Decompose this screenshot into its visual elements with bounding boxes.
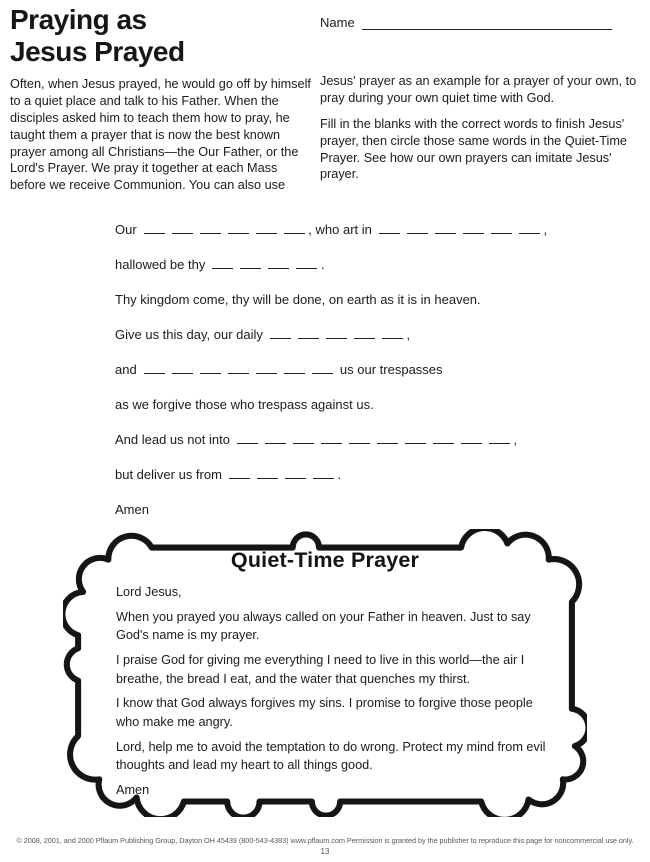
- prayer-text: Our: [115, 222, 141, 237]
- answer-blank[interactable]: [285, 467, 306, 479]
- quiet-time-paragraph: Lord Jesus,: [116, 585, 182, 599]
- prayer-text: hallowed be thy: [115, 257, 209, 272]
- prayer-text: , who art in: [308, 222, 376, 237]
- answer-blank[interactable]: [256, 222, 277, 234]
- prayer-text: And lead us not into: [115, 432, 234, 447]
- name-label: Name: [320, 15, 355, 30]
- quiet-time-prayer-title: Quiet-Time Prayer: [230, 548, 420, 572]
- answer-blank[interactable]: [256, 362, 277, 374]
- answer-blank[interactable]: [489, 432, 510, 444]
- answer-blank[interactable]: [265, 432, 286, 444]
- quiet-time-paragraph: Amen: [116, 783, 150, 798]
- prayer-text: as we forgive those who trespass against us.: [115, 397, 374, 412]
- answer-blank[interactable]: [293, 432, 314, 444]
- answer-blank[interactable]: [407, 222, 428, 234]
- prayer-line: [115, 362, 560, 377]
- answer-blank[interactable]: [382, 327, 403, 339]
- prayer-text: Thy kingdom come, thy will be done, on earth as it is in heaven.: [115, 292, 481, 307]
- answer-blank[interactable]: [313, 467, 334, 479]
- answer-blank[interactable]: [321, 432, 342, 444]
- name-input-line[interactable]: [362, 15, 612, 30]
- lords-prayer-fill-in: [115, 222, 560, 537]
- answer-blank[interactable]: [377, 432, 398, 444]
- answer-blank[interactable]: [268, 257, 289, 269]
- answer-blank[interactable]: [172, 222, 193, 234]
- answer-blank[interactable]: [270, 327, 291, 339]
- prayer-text: us our trespasses: [336, 362, 443, 377]
- answer-blank[interactable]: [257, 467, 278, 479]
- name-field-row: [320, 15, 612, 30]
- answer-blank[interactable]: [433, 432, 454, 444]
- answer-blank[interactable]: [349, 432, 370, 444]
- answer-blank[interactable]: [463, 222, 484, 234]
- prayer-line: [115, 502, 560, 517]
- answer-blank[interactable]: [354, 327, 375, 339]
- answer-blank[interactable]: [144, 362, 165, 374]
- answer-blank[interactable]: [284, 362, 305, 374]
- page-title-line1: Praying as: [10, 4, 147, 35]
- prayer-line: [115, 292, 560, 307]
- quiet-time-paragraph: I know that God always forgives my sins. I promise to forgive those people who make me angry.: [116, 696, 533, 730]
- quiet-time-paragraph: Lord, help me to avoid the temptation to do wrong. Protect my mind from evil thoughts and lead my heart to all things good.: [116, 739, 546, 773]
- page-title-line2: Jesus Prayed: [10, 35, 185, 67]
- answer-blank[interactable]: [405, 432, 426, 444]
- prayer-text: ,: [406, 327, 411, 342]
- answer-blank[interactable]: [172, 362, 193, 374]
- quiet-time-paragraph: When you prayed you always called on your Father in heaven. Just to say God's name is my prayer.: [116, 609, 531, 643]
- copyright-footer: © 2008, 2001, and 2000 Pflaum Publishing Group, Dayton OH 45439 (800-543-4383) www.pflaum.com Permission is granted by the publisher to reproduce this page for noncommercial use only.: [16, 836, 634, 845]
- answer-blank[interactable]: [461, 432, 482, 444]
- intro-paragraph-left: Often, when Jesus prayed, he would go off by himself to a quiet place and talk to his Father. When the disciples asked him to teach them how to pray, he taught them a prayer that is now the best known prayer among all Christians—the Our Father, or the Lord's Prayer. We pray it together at each Mass before we receive Communion. You can also use: [10, 77, 311, 193]
- answer-blank[interactable]: [228, 222, 249, 234]
- answer-blank[interactable]: [144, 222, 165, 234]
- answer-blank[interactable]: [326, 327, 347, 339]
- prayer-text: ,: [513, 432, 518, 447]
- prayer-text: .: [337, 467, 342, 482]
- answer-blank[interactable]: [298, 327, 319, 339]
- intro-paragraph-right-1: Jesus' prayer as an example for a prayer of your own, to pray during your own quiet time with God.: [320, 74, 637, 105]
- intro-left-column: [10, 76, 314, 203]
- prayer-text: Amen: [115, 502, 149, 517]
- answer-blank[interactable]: [237, 432, 258, 444]
- prayer-line: [115, 432, 560, 447]
- quiet-time-prayer-body: [116, 583, 546, 806]
- prayer-text: Give us this day, our daily: [115, 327, 267, 342]
- prayer-line: [115, 222, 560, 237]
- prayer-line: [115, 327, 560, 342]
- answer-blank[interactable]: [229, 467, 250, 479]
- prayer-text: ,: [543, 222, 548, 237]
- prayer-line: [115, 467, 560, 482]
- answer-blank[interactable]: [435, 222, 456, 234]
- intro-right-column: [320, 73, 640, 192]
- answer-blank[interactable]: [312, 362, 333, 374]
- answer-blank[interactable]: [379, 222, 400, 234]
- answer-blank[interactable]: [296, 257, 317, 269]
- answer-blank[interactable]: [491, 222, 512, 234]
- quiet-time-paragraph: I praise God for giving me everything I need to live in this world—the air I breathe, the bread I eat, and the water that quenches my thirst.: [116, 653, 525, 686]
- answer-blank[interactable]: [200, 222, 221, 234]
- answer-blank[interactable]: [212, 257, 233, 269]
- prayer-text: but deliver us from: [115, 467, 226, 482]
- page-number: 13: [320, 847, 330, 856]
- answer-blank[interactable]: [240, 257, 261, 269]
- prayer-text: and: [115, 362, 141, 377]
- prayer-text: .: [320, 257, 325, 272]
- intro-paragraph-right-2: Fill in the blanks with the correct words to finish Jesus' prayer, then circle those same words in the Quiet-Time Prayer. See how our own prayers can imitate Jesus' prayer.: [320, 116, 627, 182]
- page-title: [10, 4, 185, 67]
- answer-blank[interactable]: [228, 362, 249, 374]
- answer-blank[interactable]: [519, 222, 540, 234]
- answer-blank[interactable]: [284, 222, 305, 234]
- prayer-line: [115, 257, 560, 272]
- prayer-line: [115, 397, 560, 412]
- answer-blank[interactable]: [200, 362, 221, 374]
